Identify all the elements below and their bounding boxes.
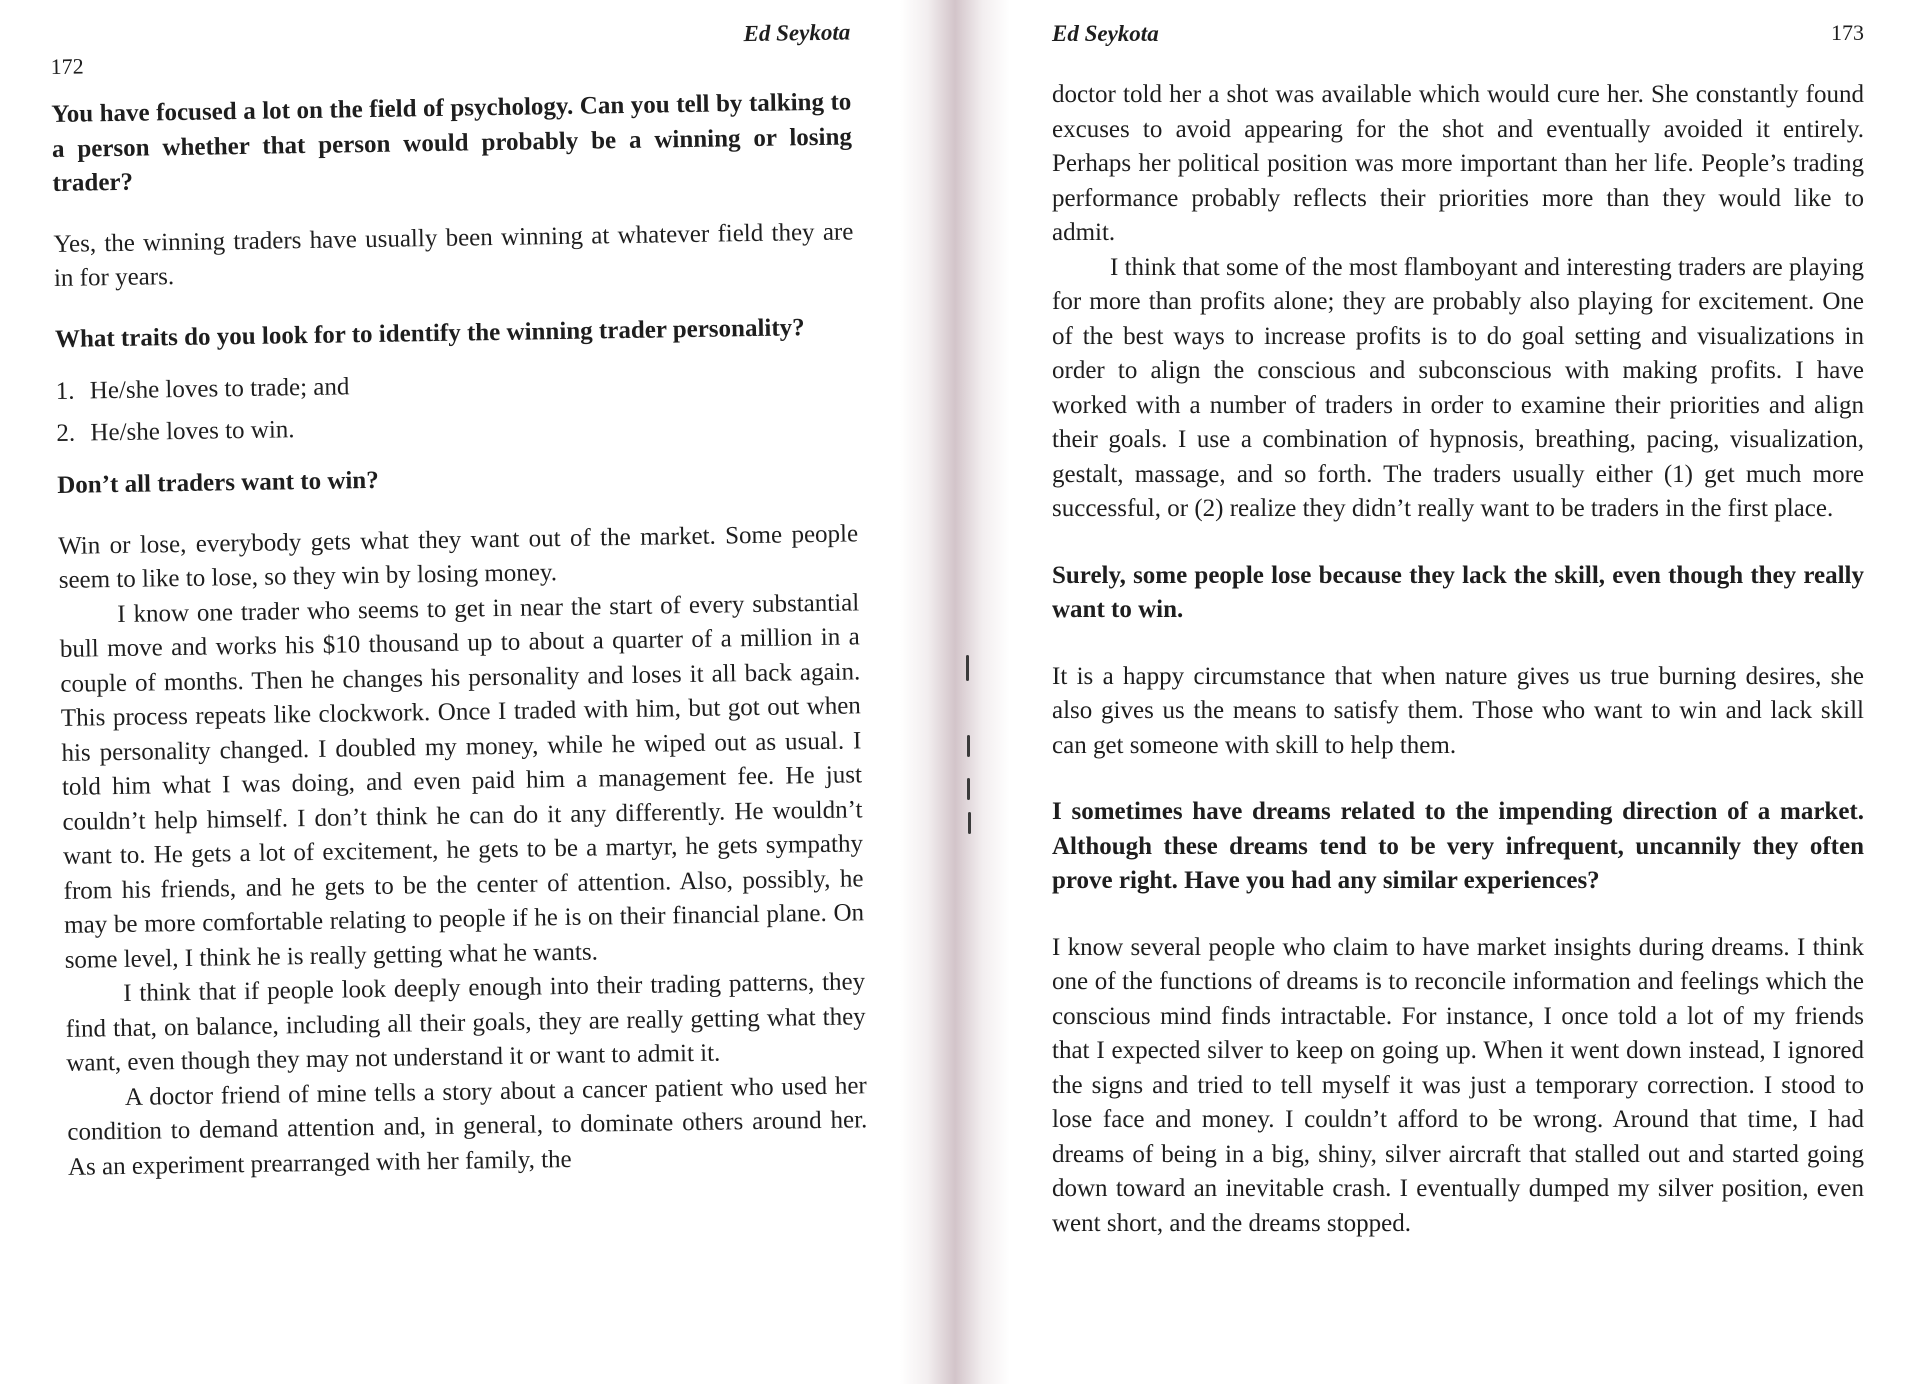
paragraph-doctor-friend: A doctor friend of mine tells a story about a cancer patient who used her condition to demand attention and, in general, to dominate others around her. As an experiment prearranged with her family, the — [67, 1071, 868, 1181]
question-psychology: You have focused a lot on the field of psychology. Can you tell by talking to a person whether that person would probably be a winning or losing trader? — [51, 88, 853, 197]
paragraph-trading-patterns: I think that if people look deeply enough into their trading patterns, they find that, on balance, including all their goals, they are really getting what they want, even though they may not understand it or want to admit it. — [65, 968, 866, 1077]
question-want-to-win: Don’t all traders want to win? — [57, 466, 379, 499]
paragraph-doctor-shot: doctor told her a shot was available which would cure her. She constantly found excuses to avoid appearing for the shot and eventually avoided it entirely. Perhaps her political position was more important than her life. People’s trading performance probably reflects their priorities more than they would like to admit. — [1052, 81, 1864, 246]
answer-winning-traders: Yes, the winning traders have usually been winning at whatever field they are in for years. — [53, 217, 854, 292]
left-page — [0, 0, 930, 1384]
paragraph-flamboyant-traders: I think that some of the most flamboyant and interesting traders are playing for more than profits alone; they are probably also playing for excitement. One of the best ways to increase profits is to do goal setting and visualizations in order to align the conscious and subconscious with making profits. I have worked with a number of traders in order to examine their priorities and align their goals. I use a combination of hypnosis, breathing, pacing, visualization, gestalt, massage, and so forth. The traders usually either (1) get much more successful, or (2) realize they didn’t really want to be traders in the first place. — [1052, 253, 1864, 522]
page-number: 172 — [50, 53, 84, 79]
question-lack-skill: Surely, some people lose because they lack the skill, even though they really want to win. — [1052, 561, 1864, 623]
right-page-content — [1052, 18, 1864, 1241]
paragraph-one-trader: I know one trader who seems to get in near the start of every substantial bull move and works his $10 thousand up to about a quarter of a million in a couple of months. Then he changes his personality and loses it all back again. This process repeats like clockwork. Once I traded with him, but got out when his personality changed. I doubled my money, while he wiped out as usual. I told him what I was doing, and even paid him a management fee. He just couldn’t help himself. I don’t think he can do it any differently. He wouldn’t want to. He gets a lot of excitement, he gets to be a martyr, he gets sympathy from his friends, and he gets to be the center of attention. Also, possibly, he may be more comfortable relating to people if he is on their financial plane. On some level, I think he is really getting what he wants. — [59, 588, 865, 974]
running-head: Ed Seykota — [1052, 21, 1159, 46]
gutter-mark — [966, 655, 969, 681]
page-number: 173 — [1831, 20, 1864, 45]
right-page — [975, 0, 1909, 1384]
list-item: 1. He/she loves to trade; and — [55, 373, 350, 405]
question-dreams: I sometimes have dreams related to the impending direction of a market. Although these dreams tend to be very infrequent, uncannily they often prove right. Have you had any similar experiences? — [1052, 798, 1864, 894]
left-page-header — [50, 11, 851, 84]
gutter-mark — [968, 812, 971, 834]
running-head: Ed Seykota — [743, 19, 851, 47]
paragraph-win-or-lose: Win or lose, everybody gets what they want out of the market. Some people seem to like to lose, so they win by losing money. — [57, 519, 859, 594]
right-page-header — [1052, 18, 1864, 78]
gutter-mark — [967, 735, 970, 757]
traits-list — [55, 358, 856, 455]
list-item: 2. He/she loves to win. — [56, 416, 295, 447]
left-page-content — [50, 11, 868, 1184]
gutter-mark — [967, 778, 970, 800]
answer-happy-circumstance: It is a happy circumstance that when nature gives us true burning desires, she also gives us the means to satisfy them. Those who want to win and lack skill can get someone with skill to help them. — [1052, 662, 1864, 759]
answer-dreams: I know several people who claim to have market insights during dreams. I think one of the functions of dreams is to reconcile information and feelings which the conscious mind finds intractable. For instance, I once told a lot of my friends that I expected silver to keep on going up. When it went down instead, I ignored the signs and tried to tell myself it was just a temporary correction. I stood to lose face and money. I couldn’t afford to be wrong. Around that time, I had dreams of being in a big, shiny, silver aircraft that stalled out and started going down toward an inevitable crash. I eventually dumped my silver position, even went short, and the dreams stopped. — [1052, 933, 1864, 1237]
question-traits: What traits do you look for to identify the winning trader personality? — [54, 313, 805, 353]
